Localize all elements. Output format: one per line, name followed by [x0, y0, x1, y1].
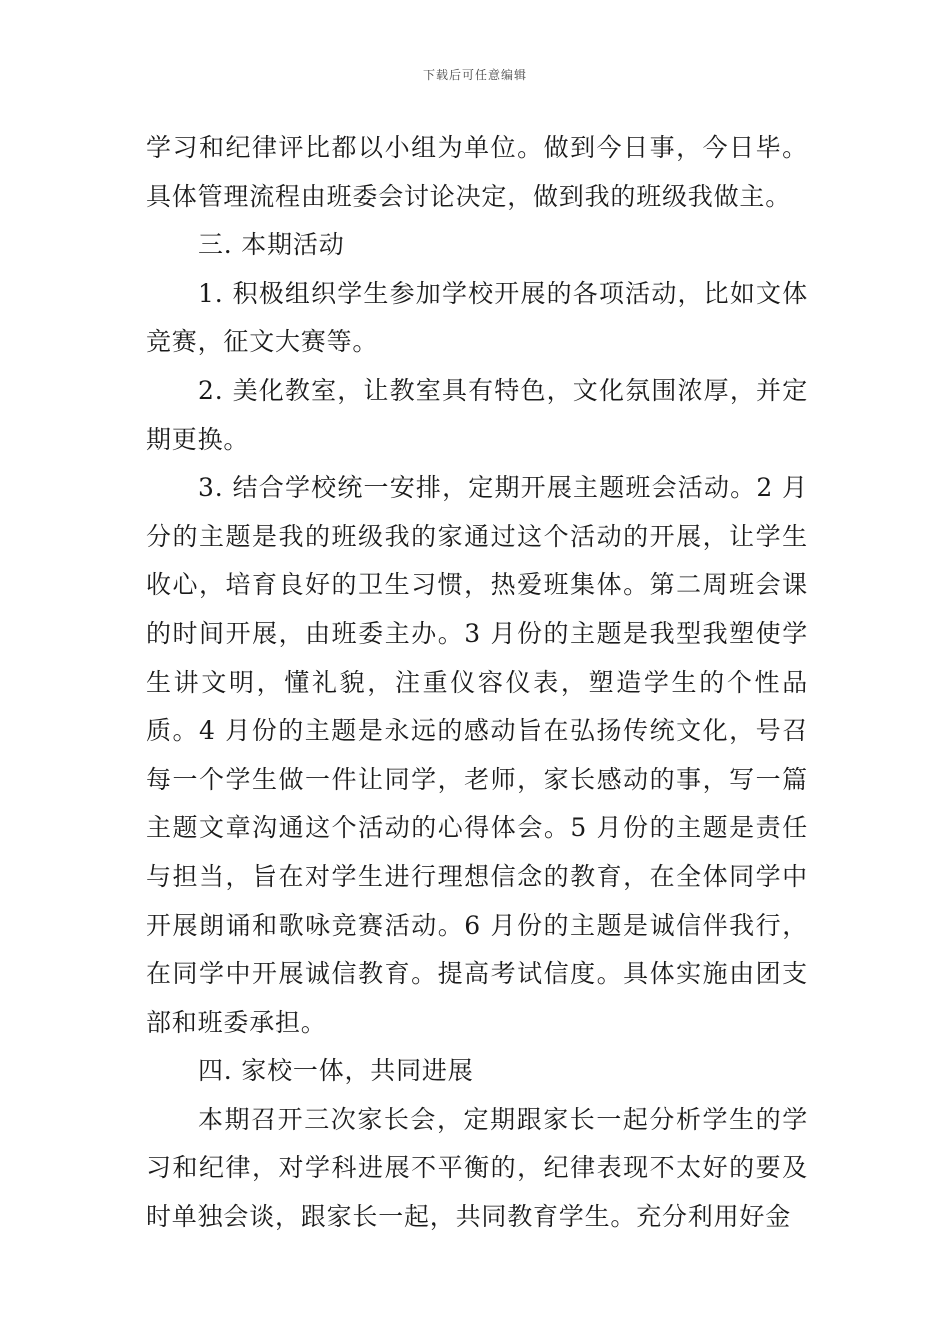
paragraph-activity-3: 3. 结合学校统一安排，定期开展主题班会活动。2 月分的主题是我的班级我的家通过这个活动的开展，让学生收心，培育良好的卫生习惯，热爱班集体。第二周班会课的时间开展，由班委主办。3 月份的主题是我型我塑使学生讲文明，懂礼貌，注重仪容仪表，塑造学生的个性品质。4 月份的主题是永远的感动旨在弘扬传统文化，号召每一个学生做一件让同学，老师，家长感动的事，写一篇主题文章沟通这个活动的心得体会。5 月份的主题是责任与担当，旨在对学生进行理想信念的教育，在全体同学中开展朗诵和歌咏竞赛活动。6 月份的主题是诚信伴我行，在同学中开展诚信教育。提高考试信度。具体实施由团支部和班委承担。 — [146, 473, 808, 1037]
document-body — [146, 124, 808, 1242]
heading-activities: 三. 本期活动 — [198, 230, 345, 260]
paragraph-class-management: 学习和纪律评比都以小组为单位。做到今日事，今日毕。具体管理流程由班委会讨论决定，做到我的班级我做主。 — [146, 133, 808, 211]
paragraph-activity-1: 1. 积极组织学生参加学校开展的各项活动，比如文体竞赛，征文大赛等。 — [146, 278, 808, 357]
page-header: 下载后可任意编辑 — [422, 68, 527, 82]
paragraph-parent-meetings: 本期召开三次家长会，定期跟家长一起分析学生的学习和纪律，对学科进展不平衡的，纪律表现不太好的要及时单独会谈，跟家长一起，共同教育学生。充分利用好金 — [146, 1104, 808, 1232]
heading-home-school: 四. 家校一体，共同进展 — [198, 1056, 474, 1086]
paragraph-activity-2: 2. 美化教室，让教室具有特色，文化氛围浓厚，并定期更换。 — [146, 375, 808, 454]
